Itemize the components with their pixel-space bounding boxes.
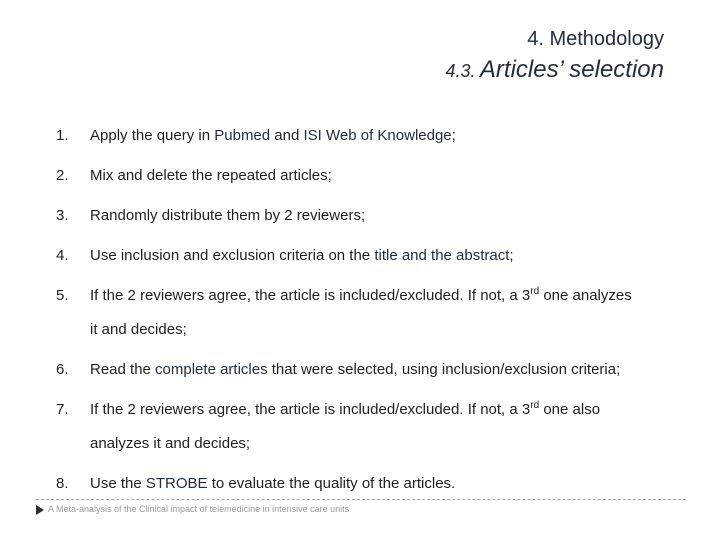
- step-number: 6.: [56, 361, 69, 378]
- step-number: 5.: [56, 287, 69, 304]
- step-text: Use the STROBE to evaluate the quality of the articles.: [90, 475, 456, 492]
- step-5: [56, 286, 696, 340]
- subtitle-text: Articles’ selection: [479, 56, 664, 83]
- step-text: Mix and delete the repeated articles;: [90, 167, 332, 184]
- step-4: [56, 246, 696, 266]
- triangle-icon: [36, 505, 44, 515]
- step-number: 2.: [56, 167, 69, 184]
- step-2: [56, 166, 696, 186]
- footer-caption: A Meta-analysis of the Clinical impact of telemedicine in intensive care units: [48, 504, 350, 514]
- step-text: Apply the query in Pubmed and ISI Web of Knowledge;: [90, 127, 456, 144]
- step-number: 3.: [56, 207, 69, 224]
- step-number: 7.: [56, 401, 69, 418]
- slide-title: 4. Methodology: [527, 28, 664, 50]
- step-text: Read the complete articles that were selected, using inclusion/exclusion criteria;: [90, 361, 621, 378]
- step-text: Use inclusion and exclusion criteria on the title and the abstract;: [90, 247, 514, 264]
- step-6: [56, 360, 696, 380]
- step-3: [56, 206, 696, 226]
- step-text: If the 2 reviewers agree, the article is included/excluded. If not, a 3rd one analyzes it and decides;: [90, 286, 632, 338]
- highlight-term: complete articles: [155, 361, 268, 378]
- step-text: If the 2 reviewers agree, the article is included/excluded. If not, a 3rd one also analyzes it and decides;: [90, 400, 601, 452]
- steps-list: [56, 126, 696, 494]
- highlight-term: title and the abstract: [374, 247, 510, 264]
- step-7: [56, 400, 696, 454]
- footer-divider: [36, 499, 686, 500]
- slide-subtitle: [445, 56, 664, 84]
- step-number: 4.: [56, 247, 69, 264]
- highlight-term: ISI Web of Knowledge: [303, 127, 452, 144]
- step-1: [56, 126, 696, 146]
- step-number: 8.: [56, 475, 69, 492]
- highlight-term: Pubmed: [214, 127, 271, 144]
- subtitle-number: 4.3.: [445, 61, 476, 81]
- highlight-term: STROBE: [145, 475, 208, 492]
- step-8: [56, 474, 696, 494]
- step-text: Randomly distribute them by 2 reviewers;: [90, 207, 366, 224]
- step-number: 1.: [56, 127, 69, 144]
